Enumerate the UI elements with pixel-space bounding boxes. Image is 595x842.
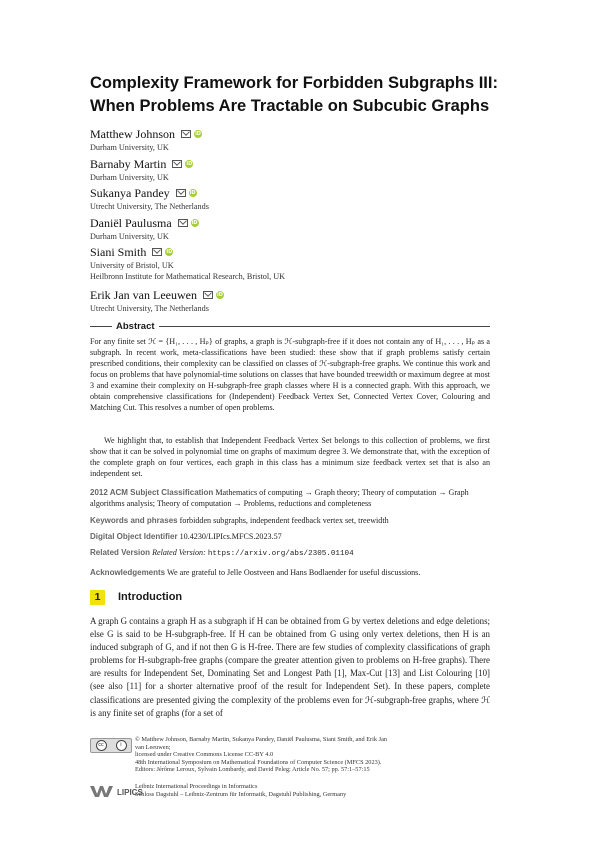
orcid-icon[interactable]: iD [186, 161, 193, 167]
author-affiliation: Utrecht University, The Netherlands [90, 304, 209, 313]
orcid-icon[interactable]: iD [166, 249, 173, 255]
related-version-italic: Related Version: [152, 548, 206, 557]
cc-icon: cc [96, 740, 107, 751]
author-name [90, 126, 510, 142]
author-name-text: Siani Smith [90, 244, 147, 259]
orcid-icon[interactable]: iD [217, 292, 223, 298]
related-version [90, 547, 490, 560]
section-number: 1 [90, 590, 105, 605]
keywords-text: forbidden subgraphs, independent feedback vertex set, treewidth [179, 516, 389, 525]
keywords-label: Keywords and phrases [90, 516, 178, 525]
cc-license-badge [90, 738, 132, 753]
related-version-label: Related Version [90, 548, 151, 557]
author-name [90, 244, 510, 260]
abstract-rule-left [90, 326, 112, 327]
email-icon[interactable] [178, 219, 188, 227]
acm-label: 2012 ACM Subject Classification [90, 488, 214, 497]
lipics-line: Leibniz International Proceedings in Informatics [135, 783, 258, 790]
abstract-heading [90, 320, 490, 332]
orcid-icon[interactable]: iD [195, 131, 201, 137]
author-affiliation: University of Bristol, UK [90, 261, 174, 270]
abstract-paragraph-1: For any finite set ℋ = {H₁, . . . , Hₚ} of graphs, a graph is ℋ-subgraph-free if it does not contain any of H₁, . . . , Hₚ as a subgraph. In recent work, meta-classifications have been studied: these show that if graph problems satisfy certain prescribed conditions, their complexity can be classified on classes of ℋ-subgraph-free graphs. We continue this work and focus on problems that have polynomial-time solutions on classes that have bounded treewidth or maximum degree at most 3 and examine their complexity on H-subgraph-free graph classes where H is a connected graph. With this approach, we obtain comprehensive classifications for (Independent) Feedback Vertex Set, Connected Vertex Cover, Colouring and Matching Cut. This resolves a number of open problems. [90, 337, 490, 412]
license-text [135, 736, 495, 774]
orcid-icon[interactable]: iD [191, 220, 198, 226]
lipics-logo-text: LIPICS [117, 788, 143, 797]
doi [90, 531, 490, 542]
email-icon[interactable] [203, 291, 213, 299]
author-name-text: Erik Jan van Leeuwen [90, 287, 197, 302]
section-title: Introduction [118, 591, 183, 603]
author-name [90, 215, 510, 231]
related-version-url[interactable]: https://arxiv.org/abs/2305.01104 [207, 550, 354, 558]
author-name-text: Matthew Johnson [90, 126, 175, 141]
doi-label: Digital Object Identifier [90, 532, 178, 541]
author-affiliation: Durham University, UK [90, 143, 169, 152]
author-block [90, 215, 510, 242]
abstract-title: Abstract [116, 320, 155, 332]
author-affiliation: Durham University, UK [90, 173, 169, 182]
license-line: licensed under Creative Commons License CC-BY 4.0 [135, 751, 274, 759]
author-name [90, 185, 510, 201]
acknowledgements-label: Acknowledgements [90, 568, 166, 577]
license-line: van Leeuwen; [135, 743, 171, 751]
author-name [90, 156, 510, 172]
license-line: Editors: Jérôme Leroux, Sylvain Lombardy, and David Peleg; Article No. 57; pp. 57:1–57:15 [135, 766, 370, 774]
license-line: © Matthew Johnson, Barnaby Martin, Sukanya Pandey, Daniël Paulusma, Siani Smith, and Erik Jan [135, 736, 388, 743]
author-block [90, 156, 510, 183]
author-affiliation: Heilbronn Institute for Mathematical Research, Bristol, UK [90, 272, 286, 281]
orcid-icon[interactable]: iD [189, 190, 196, 196]
author-name-text: Barnaby Martin [90, 156, 167, 171]
author-name-text: Sukanya Pandey [90, 185, 170, 200]
introduction-paragraph: A graph G contains a graph H as a subgraph if H can be obtained from G by vertex deletions and edge deletions; else G is said to be H-subgraph-free. If H can be obtained from G using only vertex deletions, then H is an induced subgraph of G, and if not then G is H-free. There are few studies of complexity classifications of graph problems for H-subgraph-free graphs (compare the greater attention given to problems on H-free graphs). There are results for Independent Set, Dominating Set and Longest Path [1], Max-Cut [13] and List Colouring [10] (see also [11] for a shorter alternative proof of the result for Independent Set). In these papers, complete classifications are presented giving the complexity of the problems even for ℋ-subgraph-free graphs, where ℋ is any finite set of graphs (for a set of [90, 616, 490, 718]
acm-text: Mathematics of computing → Graph theory; Theory of computation → Graph algorithms analysis; Theory of computation → Problems, reductions and completeness [90, 488, 469, 508]
by-icon: i [116, 740, 127, 751]
email-icon[interactable] [176, 189, 186, 197]
keywords [90, 515, 490, 526]
lipics-text [135, 783, 495, 798]
title-line-1: Complexity Framework for Forbidden Subgraphs III: [90, 74, 498, 92]
author-block [90, 287, 510, 314]
email-icon[interactable] [152, 248, 162, 256]
author-affiliation: Durham University, UK [90, 232, 169, 241]
email-icon[interactable] [181, 130, 191, 138]
acknowledgements [90, 567, 490, 578]
author-name-text: Daniël Paulusma [90, 215, 172, 230]
title-line-2: When Problems Are Tractable on Subcubic Graphs [90, 97, 490, 115]
author-name [90, 287, 510, 303]
email-icon[interactable] [172, 160, 182, 168]
license-line: 48th International Symposium on Mathematical Foundations of Computer Science (MFCS 2023). [135, 758, 382, 766]
acknowledgements-text: We are grateful to Jelle Oostveen and Hans Bodlaender for useful discussions. [167, 568, 421, 577]
author-block [90, 126, 510, 153]
author-block [90, 244, 510, 282]
author-affiliation: Utrecht University, The Netherlands [90, 202, 209, 211]
acm-classification [90, 487, 490, 509]
abstract-paragraph-2: We highlight that, to establish that Independent Feedback Vertex Set belongs to this collection of problems, we first show that it can be solved in polynomial time on graphs of maximum degree 3. We demonstrate that, with the exception of the complete graph on four vertices, each graph in this class has a minimum size feedback vertex set that is also an independent set. [90, 436, 490, 478]
author-block [90, 185, 510, 212]
abstract-rule-right [159, 326, 490, 327]
paper-title [90, 72, 520, 118]
lipics-line: Schloss Dagstuhl – Leibniz-Zentrum für Informatik, Dagstuhl Publishing, Germany [135, 790, 347, 798]
doi-link[interactable]: 10.4230/LIPIcs.MFCS.2023.57 [179, 532, 282, 541]
